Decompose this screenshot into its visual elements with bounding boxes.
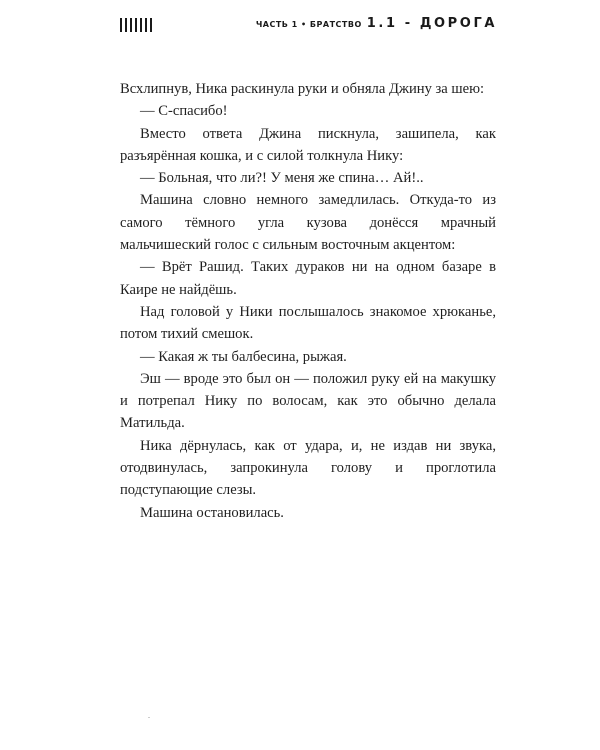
paragraph: Всхлипнув, Ника раскинула руки и обняла Джину за шею: [120, 81, 485, 97]
print-mark [148, 717, 150, 718]
paragraph: Ника дёрнулась, как от удара, и, не издав ни звука, отодвинулась, запрокинула голову и проглотила подступающие слезы. [120, 437, 496, 499]
paragraph: Машина остановилась. [140, 504, 284, 521]
paragraph: — С-спасибо! [140, 103, 228, 120]
paragraph: Эш — вроде это был он — положил руку ей на макушку и потрепал Нику по волосам, как это обычно делала Матильда. [120, 370, 496, 432]
body-text [120, 78, 496, 524]
decorative-bars [120, 18, 152, 32]
paragraph: Машина словно немного замедлилась. Откуда-то из самого тёмного угла кузова донёсся мрачный мальчишеский голос с сильным восточным акцентом: [120, 192, 496, 254]
chapter-label: 1.1 - ДОРОГА [366, 16, 497, 31]
running-head [256, 16, 497, 31]
paragraph: — Какая ж ты балбесина, рыжая. [140, 348, 347, 365]
paragraph: Над головой у Ники послышалось знакомое хрюканье, потом тихий смешок. [120, 303, 496, 343]
paragraph: Вместо ответа Джина пискнула, зашипела, как разъярённая кошка, и с силой толкнула Нику: [120, 125, 496, 164]
page-header [120, 16, 497, 40]
part-label: ЧАСТЬ 1 • БРАТСТВО [255, 20, 362, 29]
paragraph: — Врёт Рашид. Таких дураков ни на одном базаре в Каире не найдёшь. [120, 259, 496, 298]
paragraph: — Больная, что ли?! У меня же спина… Ай!.. [140, 170, 424, 187]
